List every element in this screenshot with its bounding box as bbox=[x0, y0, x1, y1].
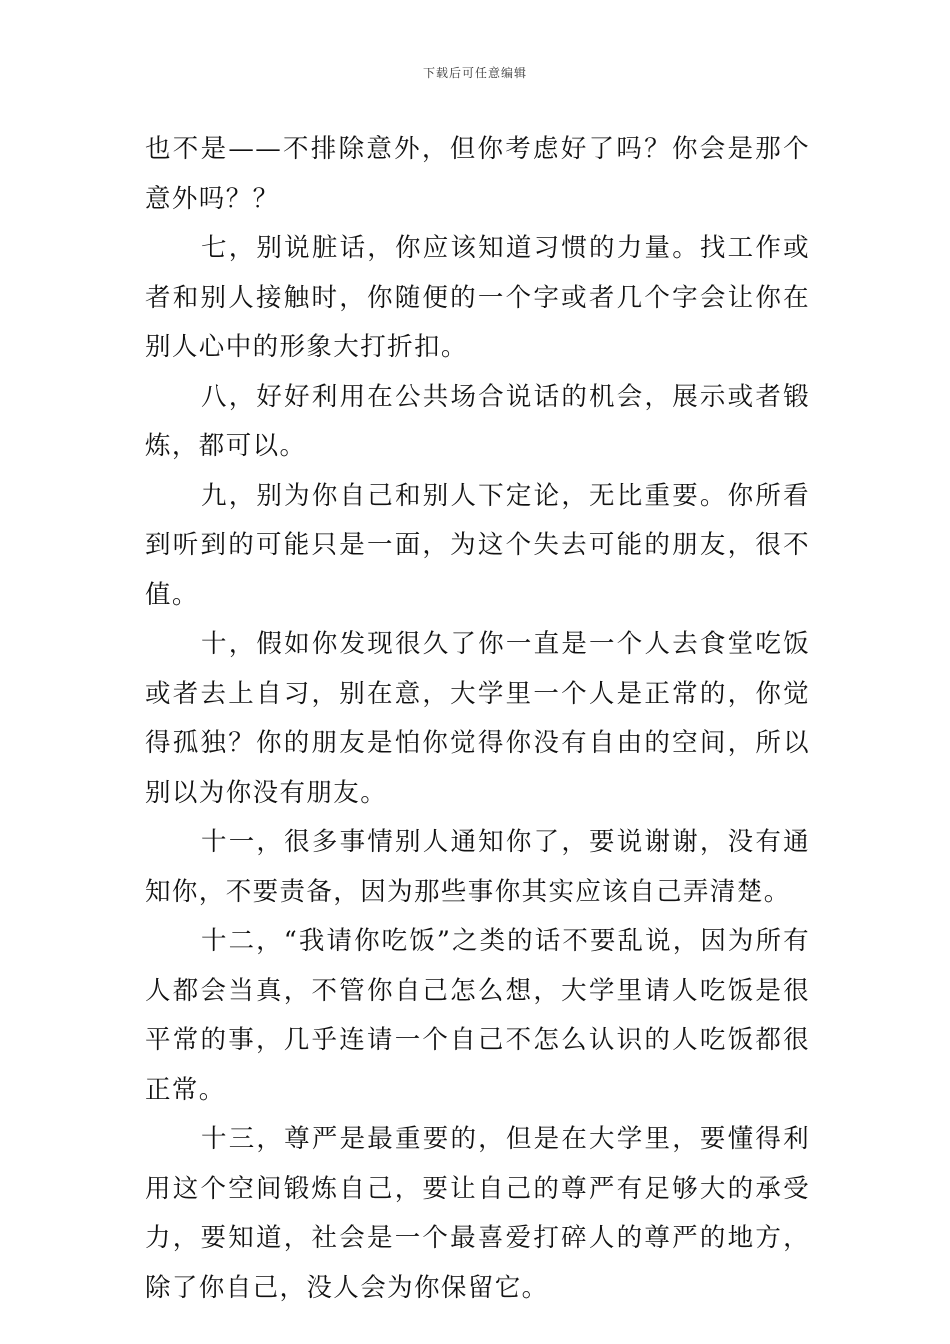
paragraph-item-7: 七，别说脏话，你应该知道习惯的力量。找工作或者和别人接触时，你随便的一个字或者几个字会让你在别人心中的形象大打折扣。 bbox=[145, 233, 810, 362]
paragraph-item-13: 十三，尊严是最重要的，但是在大学里，要懂得利用这个空间锻炼自己，要让自己的尊严有足够大的承受力，要知道，社会是一个最喜爱打碎人的尊严的地方，除了你自己，没人会为你保留它。 bbox=[145, 1124, 810, 1303]
paragraph-item-11: 十一，很多事情别人通知你了，要说谢谢，没有通知你，不要责备，因为那些事你其实应该自己弄清楚。 bbox=[145, 827, 810, 907]
paragraph-item-8: 八，好好利用在公共场合说话的机会，展示或者锻炼，都可以。 bbox=[145, 381, 810, 461]
paragraph-item-9: 九，别为你自己和别人下定论，无比重要。你所看到听到的可能只是一面，为这个失去可能的朋友，很不值。 bbox=[145, 480, 810, 610]
paragraph-continuation: 也不是——不排除意外，但你考虑好了吗？你会是那个意外吗？？ bbox=[145, 134, 810, 214]
page-header: 下载后可任意编辑 bbox=[422, 66, 527, 80]
paragraph-item-12: 十二，“我请你吃饭”之类的话不要乱说，因为所有人都会当真，不管你自己怎么想，大学里请人吃饭是很平常的事，几乎连请一个自己不怎么认识的人吃饭都很正常。 bbox=[145, 926, 810, 1105]
paragraph-item-10: 十，假如你发现很久了你一直是一个人去食堂吃饭或者去上自习，别在意，大学里一个人是正常的，你觉得孤独？你的朋友是怕你觉得你没有自由的空间，所以别以为你没有朋友。 bbox=[145, 629, 810, 808]
document-body bbox=[145, 125, 810, 1313]
